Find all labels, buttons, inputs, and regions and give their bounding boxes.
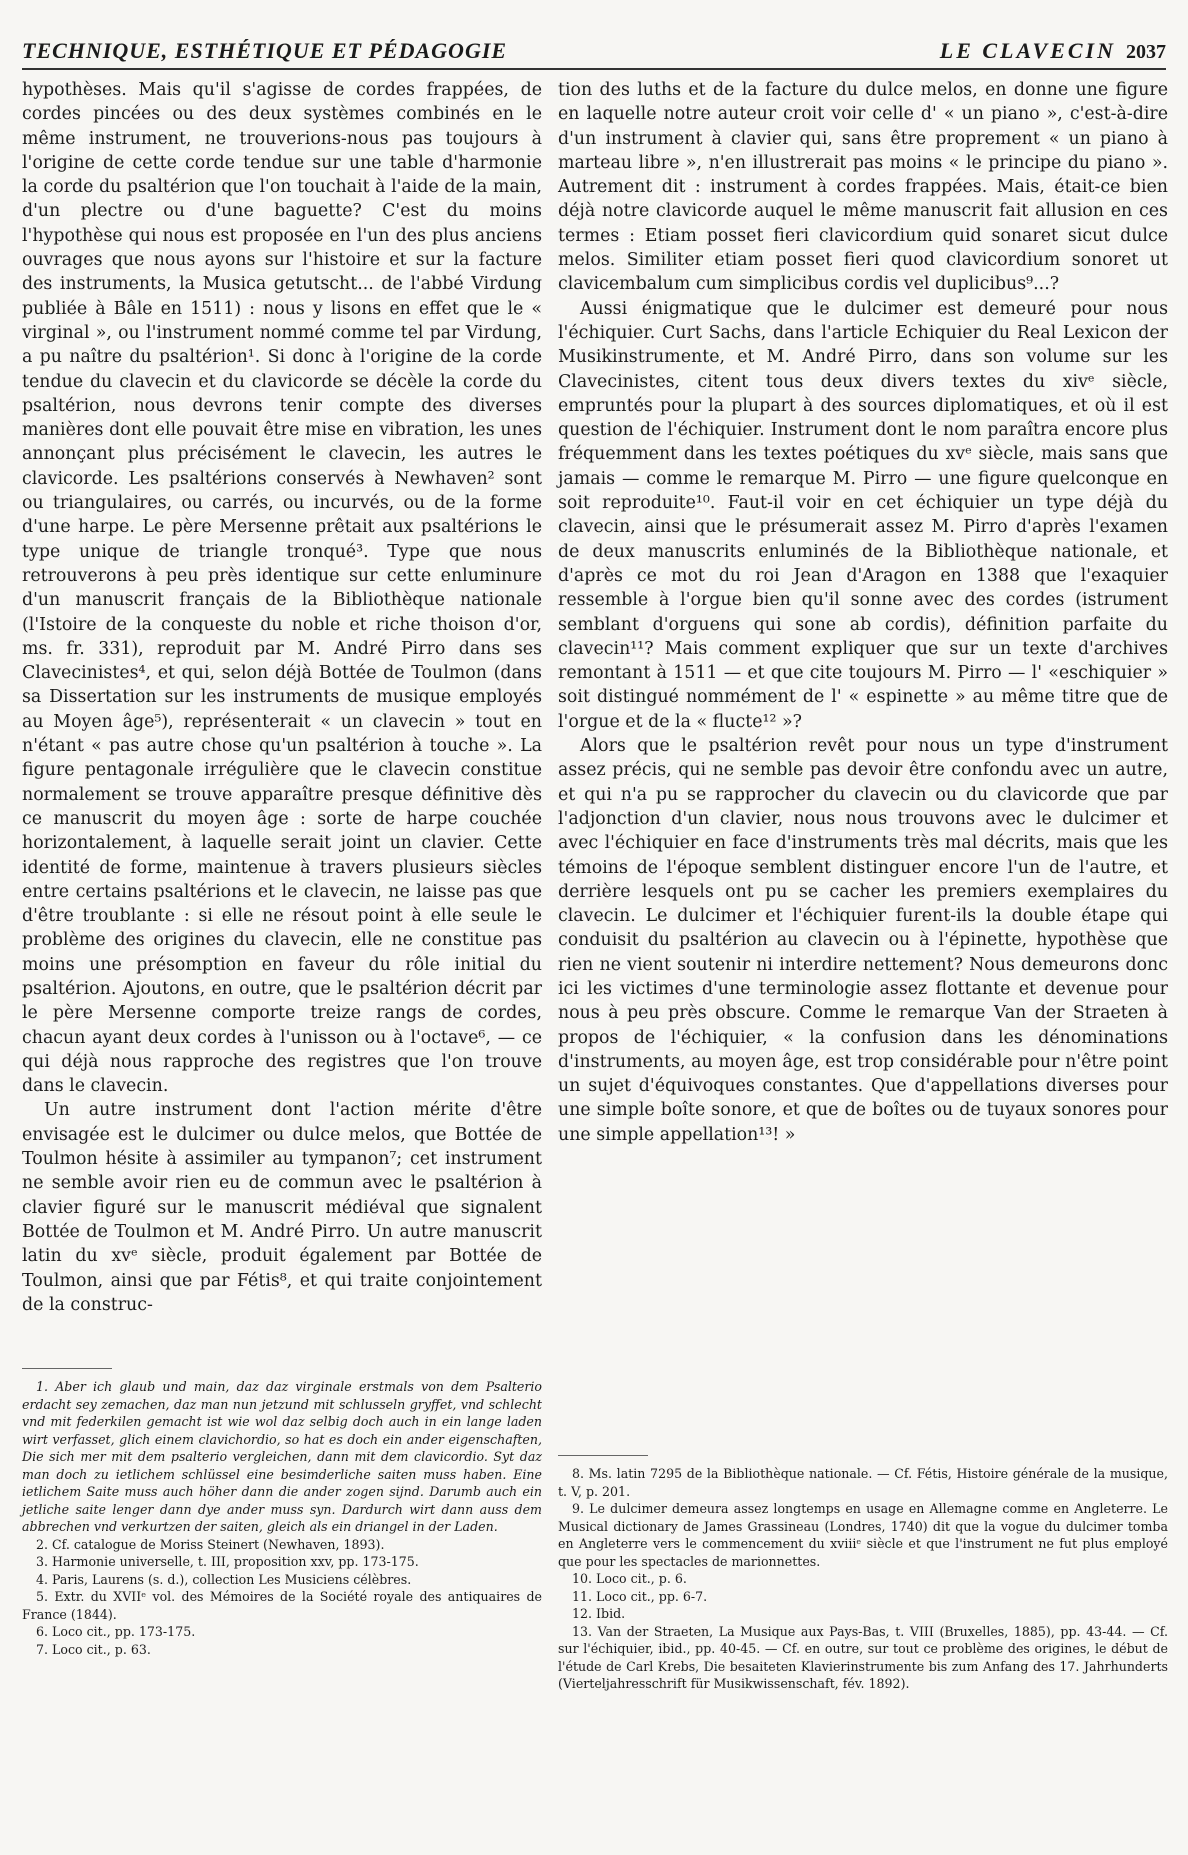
left-column xyxy=(22,78,542,1317)
running-header xyxy=(22,38,1166,70)
footnote-rule xyxy=(22,1368,112,1369)
footnote: 4. Paris, Laurens (s. d.), collection Les Musiciens célèbres. xyxy=(36,1571,412,1587)
footnote: 13. Van der Straeten, La Musique aux Pays-Bas, t. VIII (Bruxelles, 1885), pp. 43-44. — Cf. sur l'échiquier, ibid., pp. 40-45. — Cf. en outre, sur tout ce problème des origines, le début de l'étude de Carl Krebs, Die besaiteten Klavierinstrumente bis zum Anfang des 17. Jahrhunderts (Vierteljahresschrift für Musikwissenschaft, fév. 1892). xyxy=(558,1623,1168,1691)
footnote: 3. Harmonie universelle, t. III, proposition xxv, pp. 173-175. xyxy=(36,1554,419,1569)
footnote: 8. Ms. latin 7295 de la Bibliothèque nationale. — Cf. Fétis, Histoire générale de la musique, t. V, p. 201. xyxy=(558,1466,1168,1499)
paragraph: tion des luths et de la facture du dulce melos, en donne une figure en laquelle notre auteur croit voir celle d' « un piano », c'est-à-dire d'un instrument à clavier qui, sans être proprement « un piano à marteau libre », n'en illustrerait pas moins « le principe du piano ». Autrement dit : instrument à cordes frappées. Mais, était-ce bien déjà notre clavicorde auquel le même manuscrit fait allusion en ces termes : Etiam posset fieri clavicordium quid sonaret sicut dulce melos. Similiter etiam posset fieri quod clavicordium sonoret ut clavicembalum cum simplicibus cordis vel duplicibus⁹...? xyxy=(558,80,1168,295)
paragraph: Alors que le psaltérion revêt pour nous un type d'instrument assez précis, qui ne semble pas devoir être confondu avec un autre, et qui n'a pu se rapprocher du clavecin ou du clavicorde que par l'adjonction d'un clavier, nous nous trouvons avec le dulcimer et avec l'échiquier en face d'instruments très mal décrits, mais que les témoins de l'époque semblent distinguer encore l'un de l'autre, et derrière lesquels ont pu se cacher les premiers exemplaires du clavecin. Le dulcimer et l'échiquier furent-ils la double étape qui conduisit du psaltérion au clavecin ou à l'épinette, hypothèse que rien ne vient soutenir ni interdire nettement? Nous demeurons donc ici les victimes d'une terminologie assez flottante et devenue pour nous à peu près obscure. Comme le remarque Van der Straeten à propos de l'échiquier, « la confusion dans les dénominations d'instruments, au moyen âge, est trop considérable pour n'être point un sujet d'équivoques constantes. Que d'appellations diverses pour une simple boîte sonore, et que de boîtes ou de tuyaux sonores pour une simple appellation¹³! » xyxy=(558,736,1168,1145)
footnote: 12. Ibid. xyxy=(572,1606,626,1621)
footnote-rule xyxy=(558,1455,648,1456)
page-number: 2037 xyxy=(1126,41,1166,63)
footnote: 11. Loco cit., pp. 6-7. xyxy=(572,1588,708,1604)
footnote: 6. Loco cit., pp. 173-175. xyxy=(36,1624,196,1639)
chapter-title-group xyxy=(940,38,1166,64)
right-column xyxy=(558,78,1168,1147)
footnotes-right xyxy=(558,1465,1168,1693)
footnote: 1. Aber ich glaub und main, daz daz virginale erstmals von dem Psalterio erdacht sey zemachen, daz man nun jetzund mit schlusseln gryffet, vnd schlecht vnd mit federkilen gemacht ist wie wol daz selbig doch auch in ein lange laden wirt verfasset, glich einem clavichordio, so hat es doch ein ander eigenschaften, Die sich mer mit dem psalterio vergleichen, dann mit dem clavicordio. Syt daz man doch zu ietlichem schlüssel eine besimderliche saiten muss haben. Eine ietlichem Saite muss auch höher dann die ander zogen sijnd. Darumb auch ein jetliche saite lenger dann dye ander muss syn. Dardurch wirt dann auss dem abbrechen vnd verkurtzen der saiten, gleich als ein driangel in der Laden. xyxy=(22,1379,542,1534)
footnote: 5. Extr. du XVIIᵉ vol. des Mémoires de la Société royale des antiquaires de France (1844). xyxy=(22,1589,542,1622)
paragraph: hypothèses. Mais qu'il s'agisse de cordes frappées, de cordes pincées ou des deux systèmes combinés en le même instrument, ne trouverions-nous pas toujours à l'origine de cette corde tendue sur une table d'harmonie la corde du psaltérion que l'on touchait à l'aide de la main, d'un plectre ou d'une baguette? C'est du moins l'hypothèse qui nous est proposée en l'un des plus anciens ouvrages que nous ayons sur l'histoire et sur la facture des instruments, la Musica getutscht... de l'abbé Virdung publiée à Bâle en 1511) : nous y lisons en effet que le « virginal », ou l'instrument nommé comme tel par Virdung, a pu naître du psaltérion¹. Si donc à l'origine de la corde tendue du clavecin et du clavicorde se décèle la corde du psaltérion, nous devrons tenir compte des diverses manières dont elle pouvait être mise en vibration, les unes annonçant plus précisément le clavecin, les autres le clavicorde. Les psaltérions conservés à Newhaven² sont ou triangulaires, ou carrés, ou incurvés, ou de la forme d'une harpe. Le père Mersenne prêtait aux psaltérions le type unique de triangle tronqué³. Type que nous retrouverons à peu près identique sur cette enluminure d'un manuscrit français de la Bibliothèque nationale (l'Istoire de la conqueste du noble et riche thoison d'or, ms. fr. 331), reproduit par M. André Pirro dans ses Clavecinistes⁴, et qui, selon déjà Bottée de Toulmon (dans sa Dissertation sur les instruments de musique employés au Moyen âge⁵), représenterait « un clavecin » tout en n'étant « pas autre chose qu'un psaltérion à touche ». La figure pentagonale irrégulière que le clavecin constitue normalement se trouve apparaître presque définitive dès ce manuscrit du moyen âge : sorte de harpe couchée horizontalement, à laquelle serait joint un clavier. Cette identité de forme, maintenue à travers plusieurs siècles entre certains psaltérions et le clavecin, ne laisse pas que d'être troublante : si elle ne résout point à elle seule le problème des origines du clavecin, elle ne constitue pas moins une présomption en faveur du rôle initial du psaltérion. Ajoutons, en outre, que le psaltérion décrit par le père Mersenne comporte treize rangs de cordes, chacun ayant deux cordes à l'unisson ou à l'octave⁶, — ce qui déjà nous rapproche des registres que l'on trouve dans le clavecin. xyxy=(22,80,542,1097)
chapter-title: LE CLAVECIN xyxy=(939,38,1116,63)
section-title: TECHNIQUE, ESTHÉTIQUE ET PÉDAGOGIE xyxy=(22,38,508,63)
footnote: 2. Cf. catalogue de Moriss Steinert (Newhaven, 1893). xyxy=(36,1536,385,1552)
footnote: 9. Le dulcimer demeura assez longtemps en usage en Allemagne comme en Angleterre. Le Musical dictionary de James Grassineau (Londres, 1740) dit que la vogue du dulcimer tomba en Angleterre vers le commencement du xviiiᵉ siècle et que l'instrument ne fut plus employé que pour les spectacles de marionnettes. xyxy=(558,1501,1168,1569)
paragraph: Un autre instrument dont l'action mérite d'être envisagée est le dulcimer ou dulce melos, que Bottée de Toulmon hésite à assimiler au tympanon⁷; cet instrument ne semble avoir rien eu de commun avec le psaltérion à clavier figuré sur le manuscrit médiéval que signalent Bottée de Toulmon et M. André Pirro. Un autre manuscrit latin du xvᵉ siècle, produit également par Bottée de Toulmon, ainsi que par Fétis⁸, et qui traite conjointement de la construc- xyxy=(22,1100,542,1315)
footnote: 7. Loco cit., p. 63. xyxy=(36,1641,151,1657)
footnote: 10. Loco cit., p. 6. xyxy=(572,1571,687,1586)
footnotes-left xyxy=(22,1378,542,1658)
paragraph: Aussi énigmatique que le dulcimer est demeuré pour nous l'échiquier. Curt Sachs, dans l'article Echiquier du Real Lexicon der Musikinstrumente, et M. André Pirro, dans son volume sur les Clavecinistes, citent tous deux divers textes du xivᵉ siècle, empruntés pour la plupart à des sources diplomatiques, et où il est question de l'échiquier. Instrument dont le nom paraîtra encore plus fréquemment dans les textes poétiques du xvᵉ siècle, mais sans que jamais — comme le remarque M. Pirro — une figure quelconque en soit reproduite¹⁰. Faut-il voir en cet échiquier un type déjà du clavecin, ainsi que le présumerait assez M. Pirro d'après l'examen de deux manuscrits enluminés de la Bibliothèque nationale, et d'après ce mot du roi Jean d'Aragon en 1388 que l'exaquier ressemble à l'orgue bien qu'il sonne avec des cordes (istrument semblant d'orguens qui sone ab cordis), définition parfaite du clavecin¹¹? Mais comment expliquer que sur un texte d'archives remontant à 1511 — et que cite toujours M. Pirro — l' «eschiquier » soit distingué nommément de l' « espinette » au même titre que de l'orgue et de la « flucte¹² »? xyxy=(558,298,1168,732)
